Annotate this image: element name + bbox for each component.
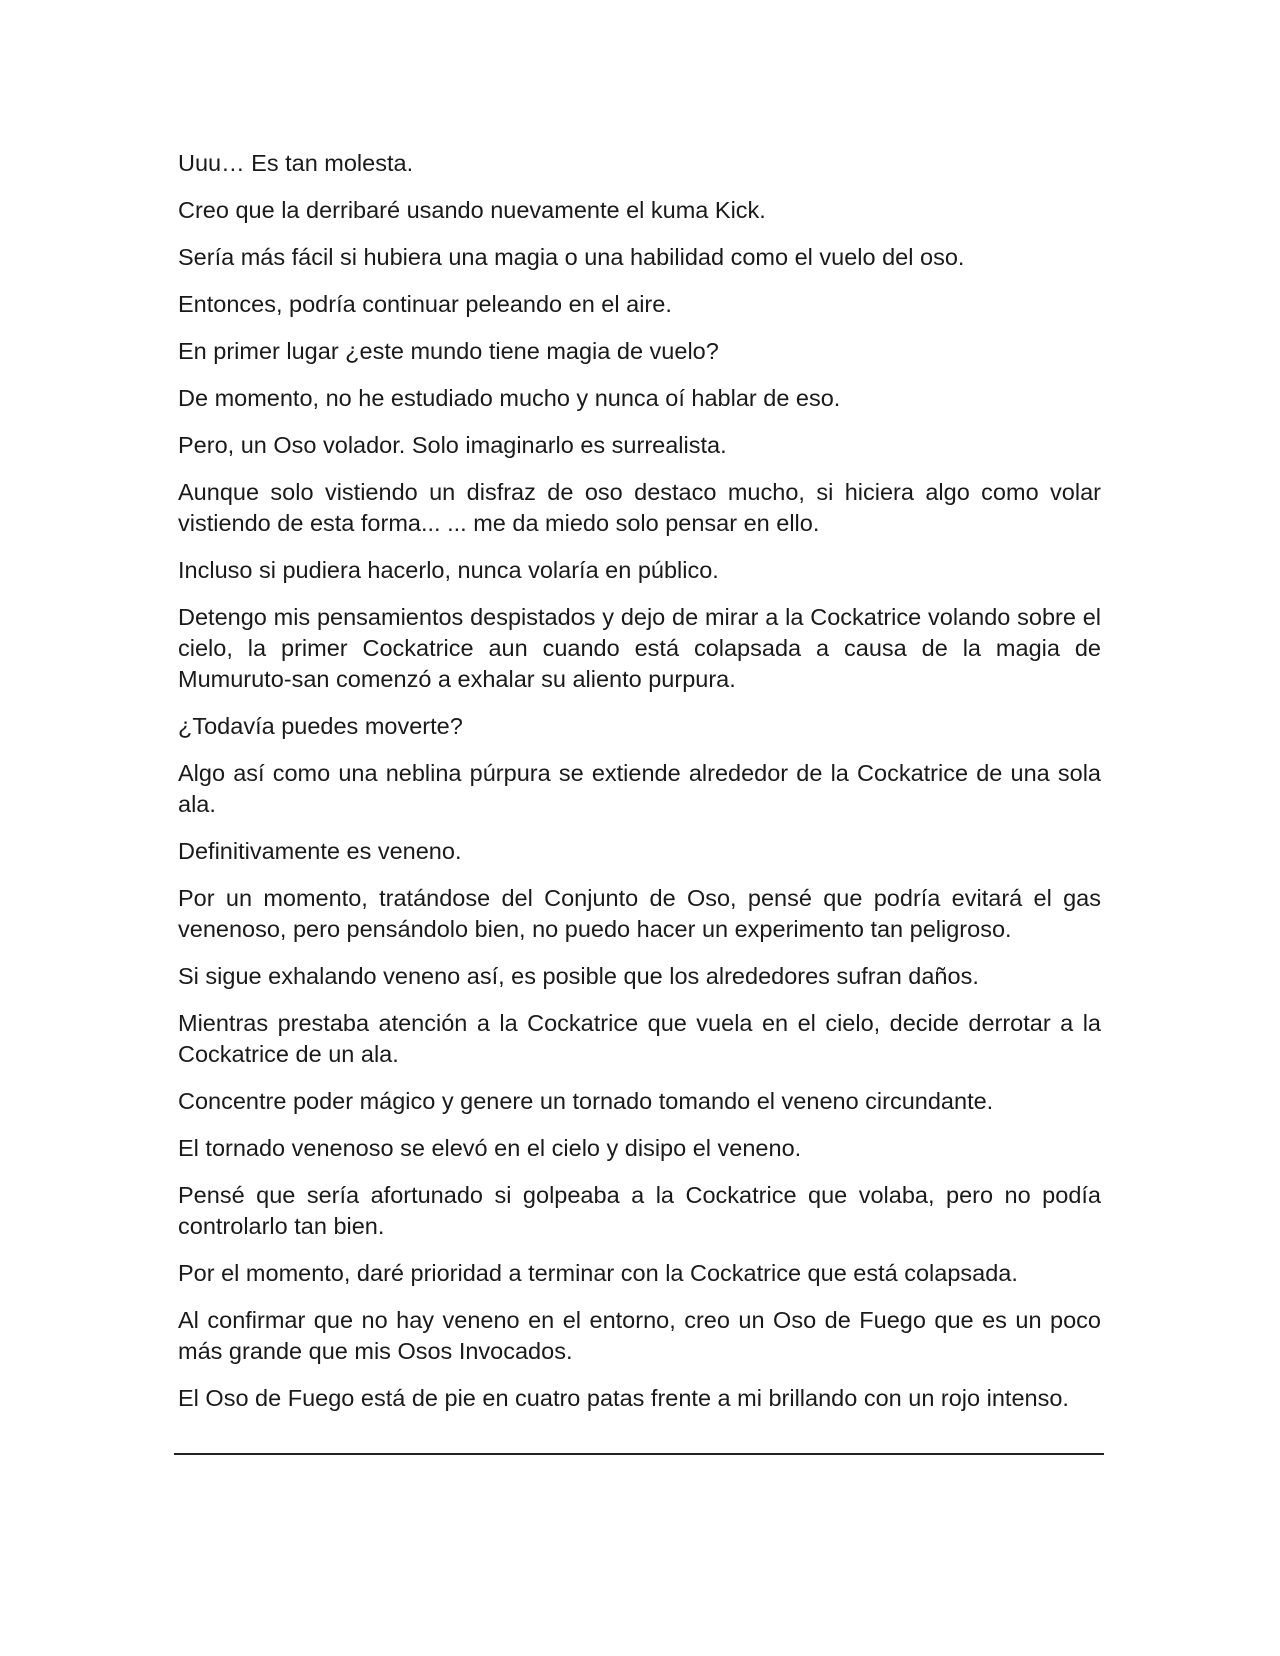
paragraph: ¿Todavía puedes moverte? xyxy=(178,713,463,739)
paragraph: El tornado venenoso se elevó en el cielo y disipo el veneno. xyxy=(178,1135,802,1161)
paragraph: Aunque solo vistiendo un disfraz de oso destaco mucho, si hiciera algo como volar vistiendo de esta forma... ... me da miedo solo pensar en ello. xyxy=(178,479,1101,536)
paragraph: Por un momento, tratándose del Conjunto de Oso, pensé que podría evitará el gas venenoso, pero pensándolo bien, no puedo hacer un experimento tan peligroso. xyxy=(178,885,1101,942)
paragraph: Creo que la derribaré usando nuevamente el kuma Kick. xyxy=(178,197,766,223)
paragraph: Uuu… Es tan molesta. xyxy=(178,150,414,176)
paragraph: De momento, no he estudiado mucho y nunca oí hablar de eso. xyxy=(178,385,841,411)
paragraph: Pensé que sería afortunado si golpeaba a la Cockatrice que volaba, pero no podía controlarlo tan bien. xyxy=(178,1182,1101,1239)
paragraph: El Oso de Fuego está de pie en cuatro patas frente a mi brillando con un rojo intenso. xyxy=(178,1385,1069,1411)
paragraph: Entonces, podría continuar peleando en el aire. xyxy=(178,291,672,317)
paragraph: Si sigue exhalando veneno así, es posible que los alrededores sufran daños. xyxy=(178,963,979,989)
body-text xyxy=(178,148,1101,1430)
paragraph: Por el momento, daré prioridad a terminar con la Cockatrice que está colapsada. xyxy=(178,1260,1018,1286)
paragraph: Al confirmar que no hay veneno en el entorno, creo un Oso de Fuego que es un poco más grande que mis Osos Invocados. xyxy=(178,1307,1101,1364)
paragraph: Pero, un Oso volador. Solo imaginarlo es surrealista. xyxy=(178,432,727,458)
paragraph: Incluso si pudiera hacerlo, nunca volaría en público. xyxy=(178,557,719,583)
bottom-divider-line xyxy=(174,1453,1104,1455)
paragraph: Detengo mis pensamientos despistados y dejo de mirar a la Cockatrice volando sobre el cielo, la primer Cockatrice aun cuando está colapsada a causa de la magia de Mumuruto-san comenzó a exhalar su aliento purpura. xyxy=(178,604,1101,692)
paragraph: Definitivamente es veneno. xyxy=(178,838,462,864)
paragraph: Concentre poder mágico y genere un tornado tomando el veneno circundante. xyxy=(178,1088,994,1114)
paragraph: Sería más fácil si hubiera una magia o una habilidad como el vuelo del oso. xyxy=(178,244,965,270)
paragraph: En primer lugar ¿este mundo tiene magia de vuelo? xyxy=(178,338,719,364)
paragraph: Algo así como una neblina púrpura se extiende alrededor de la Cockatrice de una sola ala. xyxy=(178,760,1101,817)
paragraph: Mientras prestaba atención a la Cockatrice que vuela en el cielo, decide derrotar a la Cockatrice de un ala. xyxy=(178,1010,1101,1067)
